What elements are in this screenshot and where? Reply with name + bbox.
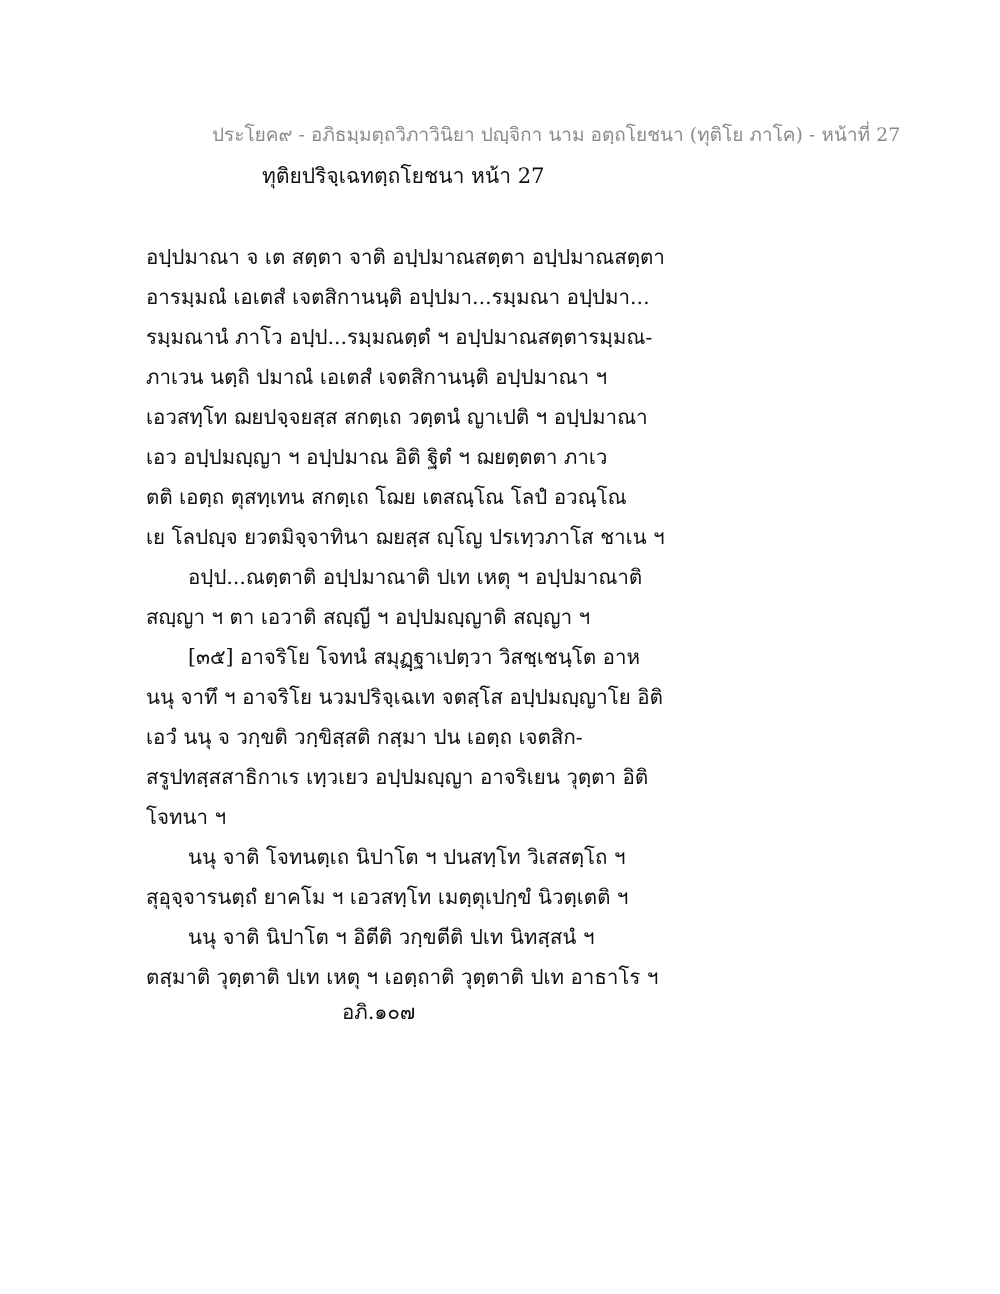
body-text	[146, 237, 666, 997]
text-line: อปฺปมาณา จ เต สตฺตา จาติ อปฺปมาณสตฺตา อปฺปมาณสตฺตา	[146, 245, 665, 269]
text-line: ตสฺมาติ วุตฺตาติ ปเท เหตุ ฯ เอตฺถาติ วุตฺตาติ ปเท อาธาโร ฯ	[146, 965, 659, 989]
text-line: สญฺญา ฯ ตา เอวาติ สญฺญี ฯ อปฺปมญฺญาติ สญฺญา ฯ	[146, 605, 591, 629]
text-line: สุอุจฺจารนตฺถํ ยาคโม ฯ เอวสทฺโท เมตฺตุเปกฺขํ นิวตฺเตติ ฯ	[146, 885, 629, 909]
text-line: เย โลปญฺจ ยวตมิจฺจาทินา ฌยสฺส ญฺโญ ปรเทฺวภาโส ชาเน ฯ	[146, 525, 665, 549]
text-line: เอวสทฺโท ฌยปจฺจยสฺส สกตฺเถ วตฺตนํ ญาเปติ ฯ อปฺปมาณา	[146, 405, 648, 429]
text-line: [๓๕] อาจริโย โจทนํ สมุฏฺฐาเปตฺวา วิสชฺเชนฺโต อาห	[188, 645, 641, 669]
text-line: อารมฺมณํ เอเตสํ เจตสิกานนฺติ อปฺปมา...รมฺมณา อปฺปมา...	[146, 285, 650, 309]
text-line: นนุ จาติ โจทนตฺเถ นิปาโต ฯ ปนสทฺโท วิเสสตฺโถ ฯ	[188, 845, 626, 869]
section-title: ทุติยปริจฺเฉทตฺถโยชนา หน้า 27	[262, 164, 545, 188]
text-line: นนุ จาทึ ฯ อาจริโย นวมปริจฺเฉเท จตสฺโส อปฺปมญฺญาโย อิติ	[146, 685, 663, 709]
text-line: รมฺมณานํ ภาโว อปฺป...รมฺมณตฺตํ ฯ อปฺปมาณสตฺตารมฺมณ-	[146, 325, 653, 349]
text-line: สรูปทสฺสสาธิกาเร เทฺวเยว อปฺปมญฺญา อาจริเยน วุตฺตา อิติ	[146, 765, 649, 789]
text-line: เอว อปฺปมญฺญา ฯ อปฺปมาณ อิติ ฐิตํ ฯ ฌยตฺตตา ภาเว	[146, 445, 608, 469]
text-line: ตติ เอตฺถ ตุสทฺเทน สกตฺเถ โฌย เตสณฺโณ โลปํ อวณฺโณ	[146, 485, 627, 509]
text-line: อปฺป...ณตฺตาติ อปฺปมาณาติ ปเท เหตุ ฯ อปฺปมาณาติ	[188, 565, 643, 589]
text-line: โจทนา ฯ	[146, 805, 227, 829]
page-footer: อภิ.๑๐๗	[342, 1000, 416, 1024]
text-line: เอวํ นนุ จ วกฺขติ วกฺขิสฺสติ กสฺมา ปน เอตฺถ เจตสิก-	[146, 725, 583, 749]
text-line: นนุ จาติ นิปาโต ฯ อิตีติ วกฺขตีติ ปเท นิทสฺสนํ ฯ	[188, 925, 595, 949]
running-header: ประโยค๙ - อภิธมฺมตฺถวิภาวินิยา ปญฺจิกา นาม อตฺถโยชนา (ทุติโย ภาโค) - หน้าที่ 27	[212, 124, 901, 146]
text-line: ภาเวน นตฺถิ ปมาณํ เอเตสํ เจตสิกานนฺติ อปฺปมาณา ฯ	[146, 365, 608, 389]
